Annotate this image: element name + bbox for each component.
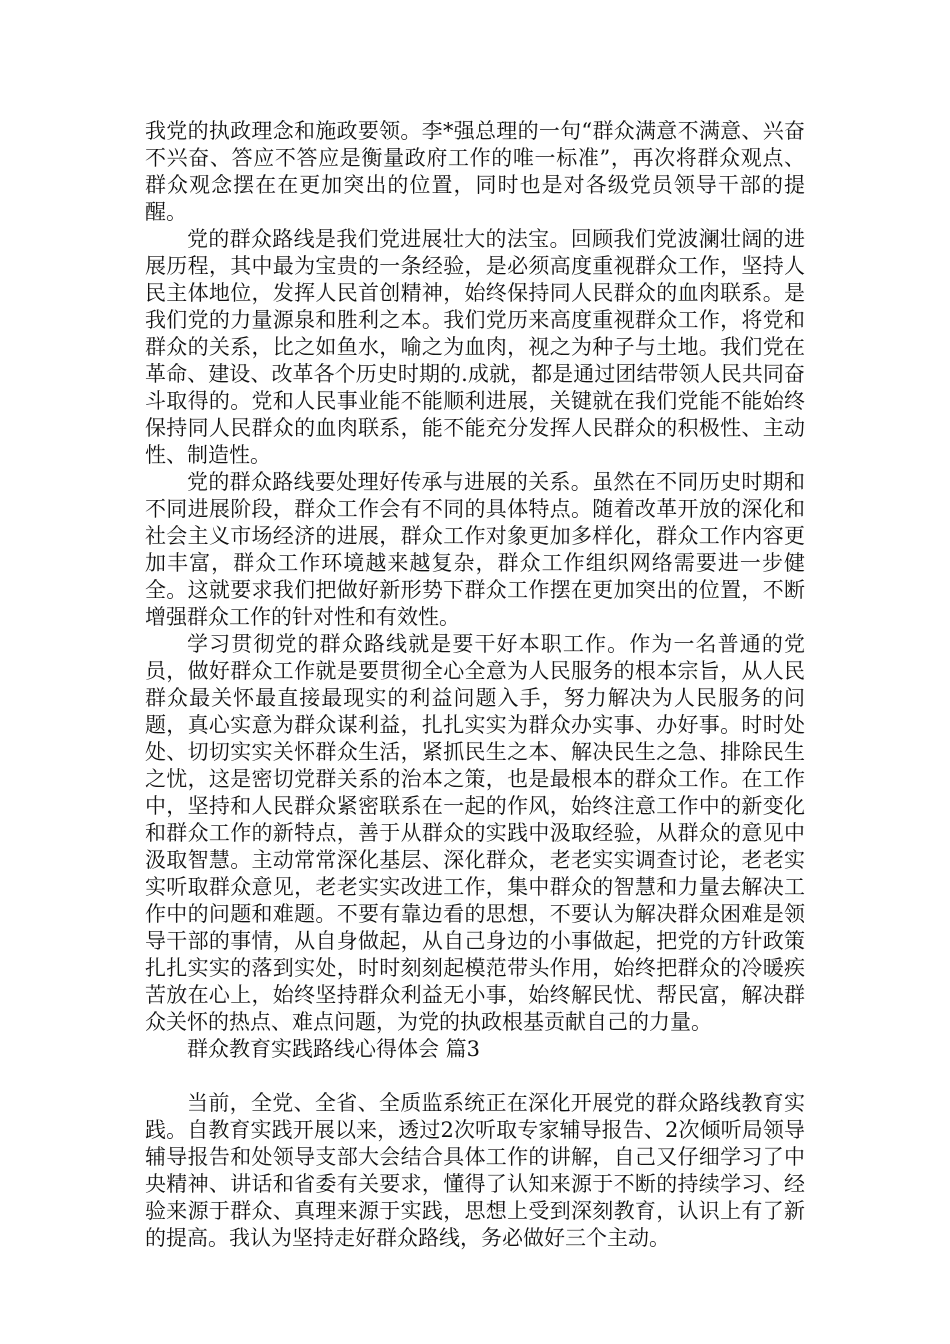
paragraph-mass-line-treasure: 党的群众路线是我们党进展壮大的法宝。回顾我们党波澜壮阔的进展历程，其中最为宝贵的一条经验，是必须高度重视群众工作，坚持人民主体地位，发挥人民首创精神，始终保持同人民群众的血肉联系。是我们党的力量源泉和胜利之本。我们党历来高度重视群众工作，将党和群众的关系，比之如鱼水，喻之为血肉，视之为种子与土地。我们党在革命、建设、改革各个历史时期的.成就，都是通过团结带领人民共同奋斗取得的。党和人民事业能不能顺利进展，关键就在我们党能不能始终保持同人民群众的血肉联系，能不能充分发挥人民群众的积极性、主动性、制造性。 [145,227,805,467]
paragraph-do-job-well: 学习贯彻党的群众路线就是要干好本职工作。作为一名普通的党员，做好群众工作就是要贯彻全心全意为人民服务的根本宗旨，从人民群众最关怀最直接最现实的利益问题入手，努力解决为人民服务的问题，真心实意为群众谋利益，扎扎实实为群众办实事、办好事。时时处处、切切实实关怀群众生活，紧抓民生之本、解决民生之急、排除民生之忧，这是密切党群关系的治本之策，也是最根本的群众工作。在工作中，坚持和人民群众紧密联系在一起的作风，始终注意工作中的新变化和群众工作的新特点，善于从群众的实践中汲取经验，从群众的意见中汲取智慧。主动常常深化基层、深化群众，老老实实调查讨论，老老实实听取群众意见，老老实实改进工作，集中群众的智慧和力量去解决工作中的问题和难题。不要有靠边看的思想，不要认为解决群众困难是领导干部的事情，从自身做起，从自己身边的小事做起，把党的方针政策扎扎实实的落到实处，时时刻刻起模范带头作用，始终把群众的冷暖疾苦放在心上，始终坚持群众利益无小事，始终解民忧、帮民富，解决群众关怀的热点、难点问题，为党的执政根基贡献自己的力量。 [145,632,805,1034]
blank-line [145,1063,805,1090]
paragraph-continued: 我党的执政理念和施政要领。李*强总理的一句“群众满意不满意、兴奋不兴奋、答应不答应是衡量政府工作的唯一标准”，再次将群众观点、群众观念摆在在更加突出的位置，同时也是对各级党员领导干部的提醒。 [145,119,805,224]
paragraph-current-practice: 当前，全党、全省、全质监系统正在深化开展党的群众路线教育实践。自教育实践开展以来，透过2次听取专家辅导报告、2次倾听局领导辅导报告和处领导支部大会结合具体工作的讲解，自己又仔细学习了中央精神、讲话和省委有关要求，懂得了认知来源于不断的持续学习、经验来源于群众、真理来源于实践，思想上受到深刻教育，认识上有了新的提高。我认为坚持走好群众路线，务必做好三个主动。 [145,1091,805,1250]
section-heading: 群众教育实践路线心得体会 篇3 [187,1037,481,1061]
document-page [145,118,805,1252]
paragraph-inheritance-development: 党的群众路线要处理好传承与进展的关系。虽然在不同历史时期和不同进展阶段，群众工作会有不同的具体特点。随着改革开放的深化和社会主义市场经济的进展，群众工作对象更加多样化，群众工作内容更加丰富，群众工作环境越来越复杂，群众工作组织网络需要进一步健全。这就要求我们把做好新形势下群众工作摆在更加突出的位置，不断增强群众工作的针对性和有效性。 [145,470,805,629]
